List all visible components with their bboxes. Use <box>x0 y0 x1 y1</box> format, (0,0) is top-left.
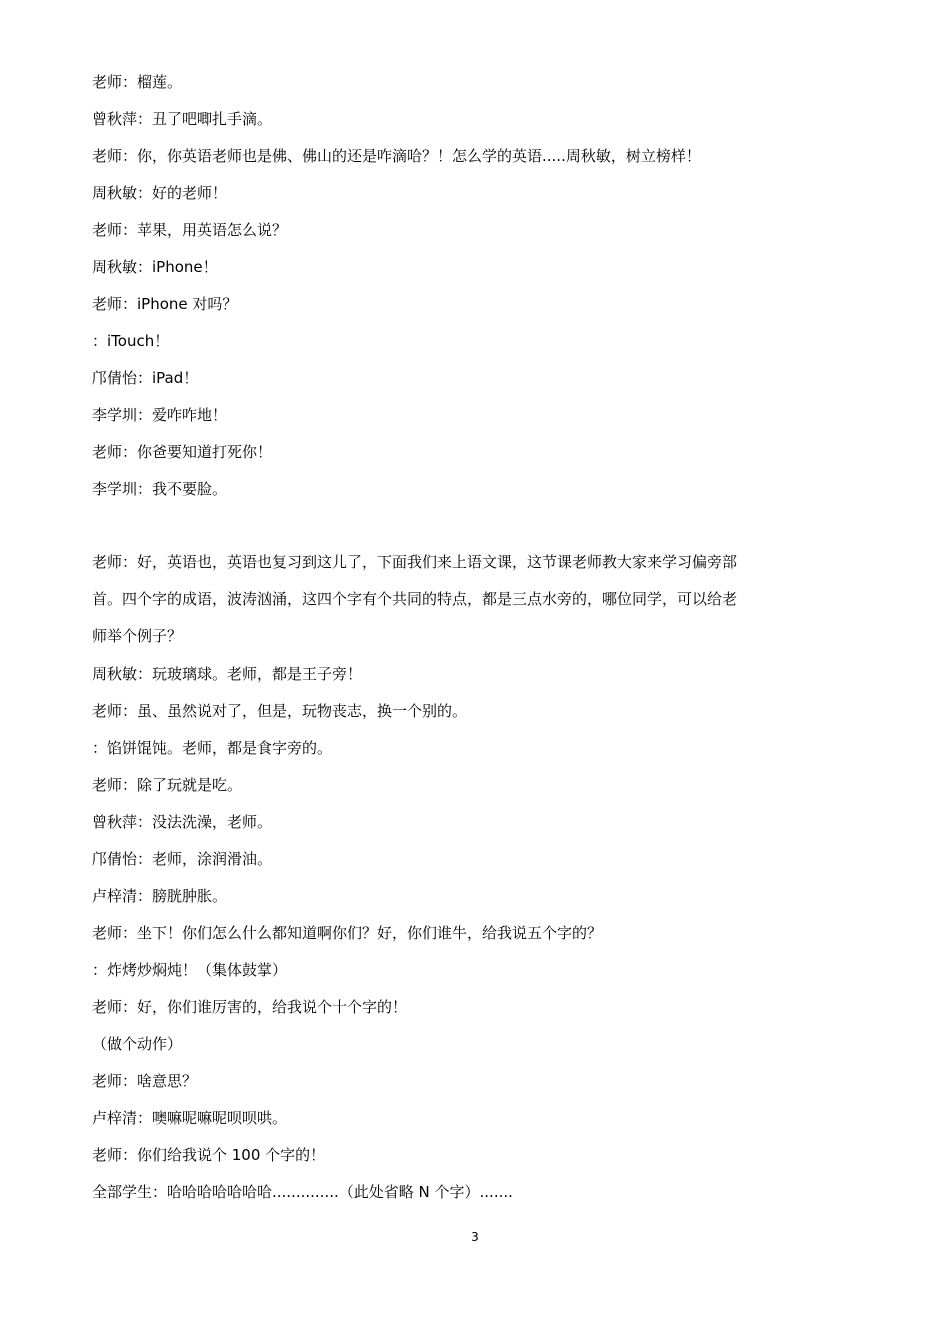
dialogue-line: 卢梓清：噢嘛呢嘛呢呗呗哄。 <box>92 1109 288 1127</box>
dialogue-line: 老师：坐下！你们怎么什么都知道啊你们？好，你们谁牛，给我说五个字的？ <box>92 924 603 942</box>
dialogue-line: 曾秋萍：丑了吧唧扎手滴。 <box>92 110 273 128</box>
paragraph-line: 首。四个字的成语，波涛汹涌，这四个字有个共同的特点，都是三点水旁的，哪位同学，可以给老 <box>92 590 738 608</box>
dialogue-line: 老师：你，你英语老师也是佛、佛山的还是咋滴哈？！怎么学的英语.....周秋敏，树立榜样！ <box>92 147 701 165</box>
dialogue-line: 李学圳：爱咋咋地！ <box>92 406 228 424</box>
dialogue-line: 邝倩怡：老师，涂润滑油。 <box>92 850 273 868</box>
page-number: 3 <box>471 1230 479 1244</box>
dialogue-line: ：炸烤炒焖炖！（集体鼓掌） <box>92 961 288 979</box>
dialogue-line: 老师：好，你们谁厉害的，给我说个十个字的！ <box>92 998 408 1016</box>
dialogue-line: 周秋敏：好的老师！ <box>92 184 228 202</box>
dialogue-line: 曾秋萍：没法洗澡，老师。 <box>92 813 273 831</box>
dialogue-line: ：馅饼馄饨。老师，都是食字旁的。 <box>92 739 333 757</box>
dialogue-line: 老师：啥意思？ <box>92 1072 198 1090</box>
dialogue-line: 全部学生：哈哈哈哈哈哈哈..............（此处省略 N 个字）....... <box>92 1183 513 1201</box>
paragraph-line: 老师：好，英语也，英语也复习到这儿了，下面我们来上语文课，这节课老师教大家来学习偏旁部 <box>92 553 738 571</box>
dialogue-line: ：iTouch！ <box>92 332 170 350</box>
dialogue-line: 李学圳：我不要脸。 <box>92 480 228 498</box>
dialogue-line: 老师：你们给我说个 100 个字的！ <box>92 1146 326 1164</box>
dialogue-line: 老师：除了玩就是吃。 <box>92 776 243 794</box>
dialogue-line: 老师：榴莲。 <box>92 73 183 91</box>
dialogue-line: 卢梓清：膀胱肿胀。 <box>92 887 228 905</box>
dialogue-line: 老师：你爸要知道打死你！ <box>92 443 273 461</box>
dialogue-line: 周秋敏：玩玻璃球。老师，都是王子旁！ <box>92 665 363 683</box>
dialogue-line: 邝倩怡：iPad！ <box>92 369 199 387</box>
dialogue-line: 老师：苹果，用英语怎么说？ <box>92 221 288 239</box>
teacher-paragraph <box>92 544 862 655</box>
dialogue-line: （做个动作） <box>92 1035 183 1053</box>
dialogue-line: 老师：iPhone 对吗？ <box>92 295 238 313</box>
dialogue-line: 周秋敏：iPhone！ <box>92 258 218 276</box>
paragraph-line: 师举个例子？ <box>92 627 183 645</box>
dialogue-line: 老师：虽、虽然说对了，但是，玩物丧志，换一个别的。 <box>92 702 468 720</box>
